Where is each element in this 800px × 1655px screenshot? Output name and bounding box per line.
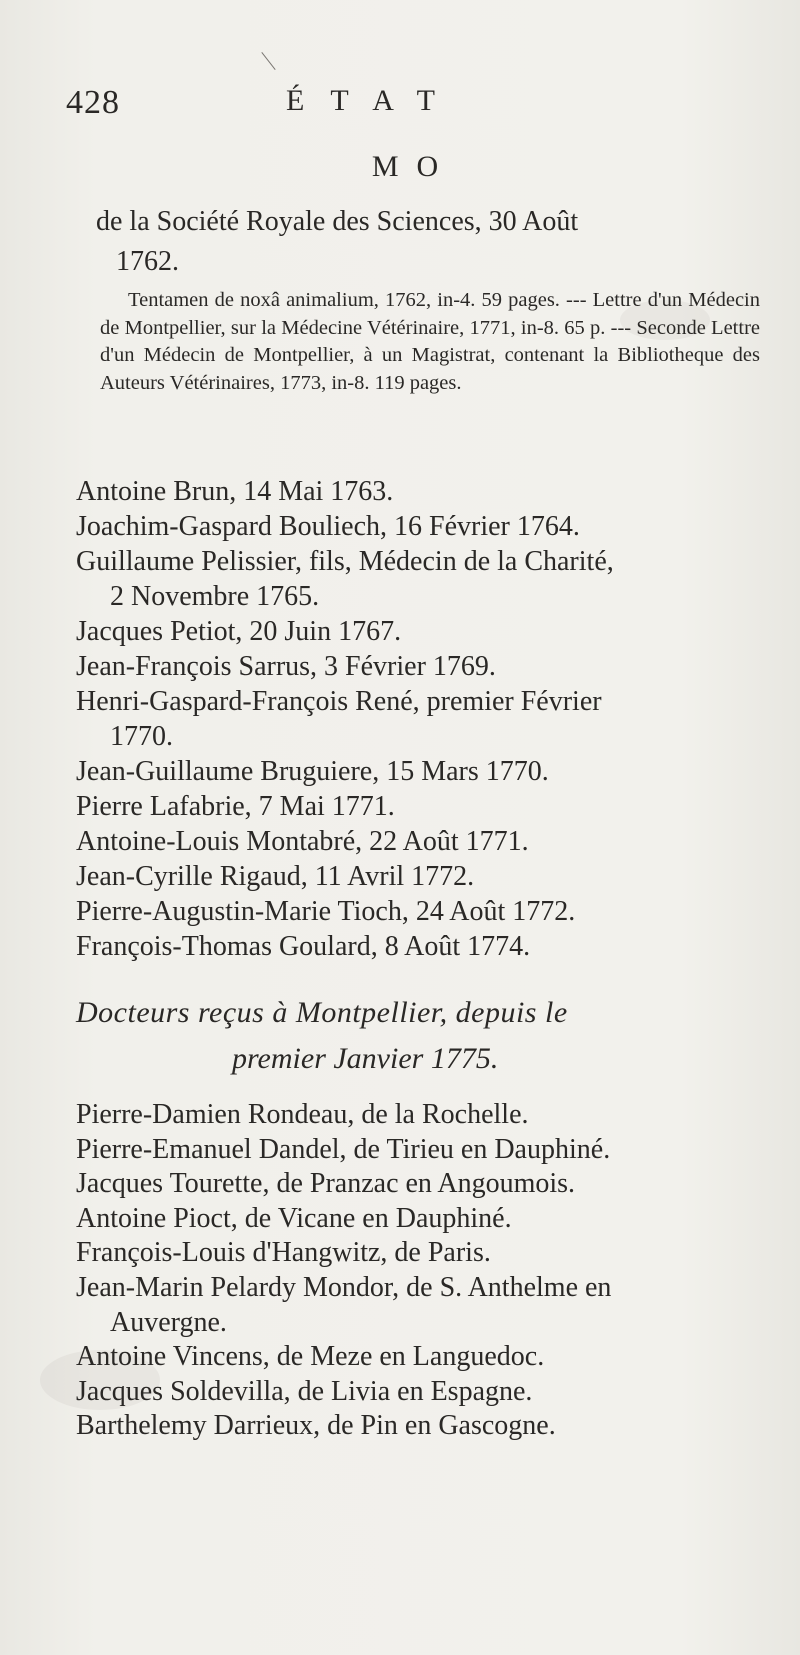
members-list [76, 474, 766, 964]
doctor-entry [76, 1340, 766, 1375]
member-name: François-Thomas Goulard, 8 Août 1774. [76, 931, 531, 962]
doctors-heading [0, 990, 800, 1082]
section-title: MO [371, 150, 457, 183]
member-entry [76, 754, 766, 789]
doctor-entry [76, 1133, 766, 1168]
continued-entry-line: de la Société Royale des Sciences, 30 Août [96, 206, 579, 237]
doctor-entry [76, 1098, 766, 1133]
member-entry [76, 789, 766, 824]
member-entry [76, 859, 766, 894]
bibliography-note [100, 287, 760, 397]
member-name-continued: 1770. [110, 721, 173, 752]
member-entry [76, 649, 766, 684]
doctors-heading-line: premier Janvier 1775. [232, 1042, 499, 1075]
member-name: Jean-François Sarrus, 3 Février 1769. [76, 651, 496, 682]
page-number: 428 [66, 84, 120, 121]
doctor-entry [76, 1167, 766, 1202]
doctor-name: Antoine Pioct, de Vicane en Dauphiné. [76, 1202, 512, 1234]
member-name: Henri-Gaspard-François René, premier Février [76, 686, 602, 717]
doctor-name: Jean-Marin Pelardy Mondor, de S. Anthelme en [76, 1271, 612, 1303]
member-name: Pierre Lafabrie, 7 Mai 1771. [76, 791, 395, 822]
doctors-list [76, 1098, 766, 1444]
doctor-entry [76, 1375, 766, 1410]
doctors-heading-line: Docteurs reçus à Montpellier, depuis le [76, 996, 568, 1029]
ink-mark [261, 52, 275, 70]
member-name: Joachim-Gaspard Bouliech, 16 Février 1764. [76, 511, 580, 542]
member-entry [76, 509, 766, 544]
doctor-entry [76, 1236, 766, 1271]
member-name: Jean-Cyrille Rigaud, 11 Avril 1772. [76, 861, 475, 892]
doctor-name: Pierre-Damien Rondeau, de la Rochelle. [76, 1099, 529, 1130]
member-entry [76, 894, 766, 929]
page-header [66, 84, 586, 124]
doctor-entry [76, 1202, 766, 1237]
member-name: Guillaume Pelissier, fils, Médecin de la Charité, [76, 546, 614, 577]
continued-entry [96, 202, 756, 282]
member-entry [76, 474, 766, 509]
member-name-continued: 2 Novembre 1765. [110, 581, 320, 612]
member-entry [76, 614, 766, 649]
member-name: Antoine Brun, 14 Mai 1763. [76, 476, 394, 507]
doctor-name: Pierre-Emanuel Dandel, de Tirieu en Dauphiné. [76, 1133, 611, 1165]
doctor-name-continued: Auvergne. [110, 1306, 227, 1338]
member-name: Pierre-Augustin-Marie Tioch, 24 Août 1772. [76, 896, 576, 927]
doctor-entry [76, 1271, 766, 1340]
running-title: ÉTAT [286, 84, 461, 117]
member-entry [76, 684, 766, 754]
doctor-name: Antoine Vincens, de Meze en Languedoc. [76, 1341, 545, 1373]
member-name: Jean-Guillaume Bruguiere, 15 Mars 1770. [76, 756, 549, 787]
member-name: Jacques Petiot, 20 Juin 1767. [76, 616, 402, 647]
doctor-name: François-Louis d'Hangwitz, de Paris. [76, 1237, 491, 1269]
doctor-name: Barthelemy Darrieux, de Pin en Gascogne. [76, 1410, 556, 1442]
member-name: Antoine-Louis Montabré, 22 Août 1771. [76, 826, 529, 857]
bibliography-note-text: Tentamen de noxâ animalium, 1762, in-4. 59 pages. --- Lettre d'un Médecin de Montpellier, sur la Médecine Vétérinaire, 1771, in-8. 65 p. --- Seconde Lettre d'un Médecin de Montpellier, à un Magistrat, contenant la Bibliotheque des Auteurs Vétérinaires, 1773, in-8. 119 pages. [100, 289, 760, 394]
member-entry [76, 824, 766, 859]
member-entry [76, 544, 766, 614]
doctor-name: Jacques Soldevilla, de Livia en Espagne. [76, 1375, 533, 1407]
doctor-name: Jacques Tourette, de Pranzac en Angoumois. [76, 1168, 576, 1200]
continued-entry-line: 1762. [116, 246, 179, 277]
member-entry [76, 929, 766, 964]
doctor-entry [76, 1409, 766, 1444]
